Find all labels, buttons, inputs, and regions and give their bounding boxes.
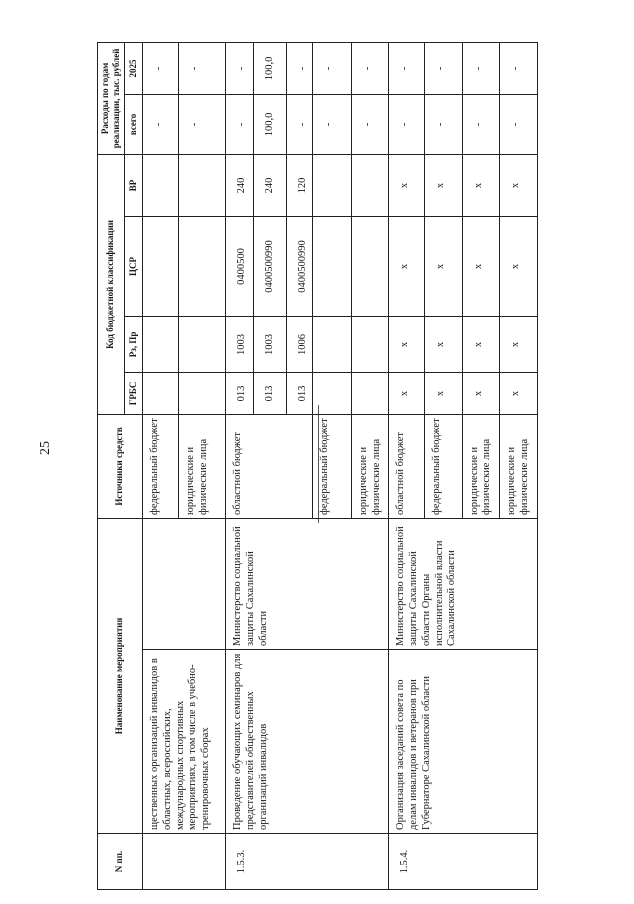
cell-2025: - xyxy=(179,42,226,94)
cell-grbs: х xyxy=(462,372,499,414)
cell-grbs xyxy=(352,372,389,414)
table-row xyxy=(226,42,253,889)
table-row xyxy=(142,42,178,889)
header-source: Источники средств xyxy=(98,414,143,518)
cell-total: - xyxy=(499,94,537,154)
cell-vr xyxy=(352,154,389,216)
cell-total: - xyxy=(142,94,178,154)
cell-grbs: х xyxy=(425,372,462,414)
cell-executor xyxy=(142,518,225,649)
cell-executor: Министерство социальной защиты Сахалинской области Органы исполнительной власти Сахалинской области xyxy=(389,518,538,649)
cell-rzpr: х xyxy=(425,316,462,372)
cell-total: - xyxy=(425,94,462,154)
cell-rzpr: х xyxy=(499,316,537,372)
cell-num: 1.5.3. xyxy=(226,834,389,890)
cell-num xyxy=(142,834,225,890)
cell-total: - xyxy=(179,94,226,154)
budget-table xyxy=(97,42,538,890)
cell-total: - xyxy=(462,94,499,154)
cell-vr xyxy=(142,154,178,216)
cell-2025: - xyxy=(142,42,178,94)
cell-source: федеральный бюджет xyxy=(312,414,351,518)
cell-activity-name: щественных организаций инвалидов в областных, всероссийских, международных спортивных мероприятиях, в том числе в учебно-тренировочных сборах xyxy=(142,650,225,834)
cell-executor: Министерство социальной защиты Сахалинской области xyxy=(226,518,389,649)
cell-vr: х xyxy=(462,154,499,216)
cell-source: областной бюджет xyxy=(226,414,312,518)
cell-rzpr: 1003 xyxy=(253,316,286,372)
cell-num: 1.5.4. xyxy=(389,834,538,890)
cell-2025: - xyxy=(462,42,499,94)
cell-total: 100,0 xyxy=(253,94,286,154)
cell-vr: х xyxy=(499,154,537,216)
cell-activity-name: Организация заседаний совета по делам инвалидов и ветеранов при Губернаторе Сахалинской области xyxy=(389,650,538,834)
cell-source: федеральный бюджет xyxy=(142,414,178,518)
rotated-table-wrapper xyxy=(97,43,538,890)
cell-csr xyxy=(312,216,351,316)
header-expenses-group: Расходы по годам реализации, тыс. рублей xyxy=(98,42,125,154)
cell-grbs xyxy=(142,372,178,414)
cell-vr xyxy=(312,154,351,216)
cell-rzpr: 1003 xyxy=(226,316,253,372)
cell-total: - xyxy=(312,94,351,154)
cell-activity-name: Проведение обучающих семинаров для представителей общественных организаций инвалидов xyxy=(226,650,389,834)
cell-csr xyxy=(179,216,226,316)
cell-total: - xyxy=(286,94,312,154)
cell-vr: 240 xyxy=(253,154,286,216)
cell-vr xyxy=(179,154,226,216)
cell-vr: х xyxy=(425,154,462,216)
cell-vr: 240 xyxy=(226,154,253,216)
table-row xyxy=(389,42,425,889)
cell-total: - xyxy=(226,94,253,154)
header-num: N пп. xyxy=(98,834,143,890)
cell-csr: х xyxy=(389,216,425,316)
header-2025: 2025 xyxy=(124,42,142,94)
cell-rzpr xyxy=(142,316,178,372)
cell-2025: - xyxy=(312,42,351,94)
header-grbs: ГРБС xyxy=(124,372,142,414)
page-number: 25 xyxy=(38,441,53,455)
cell-source: юридические и физические лица xyxy=(462,414,499,518)
cell-csr xyxy=(352,216,389,316)
cell-total: - xyxy=(352,94,389,154)
cell-2025: - xyxy=(226,42,253,94)
cell-csr: 0400500 xyxy=(226,216,253,316)
cell-source: юридические и физические лица xyxy=(499,414,537,518)
cell-csr xyxy=(142,216,178,316)
cell-grbs xyxy=(179,372,226,414)
cell-2025: - xyxy=(352,42,389,94)
cell-2025: 100,0 xyxy=(253,42,286,94)
header-total: всего xyxy=(124,94,142,154)
cell-2025: - xyxy=(425,42,462,94)
header-rzpr: Рз, Пр xyxy=(124,316,142,372)
cell-rzpr: х xyxy=(389,316,425,372)
cell-source: областной бюджет xyxy=(389,414,425,518)
cell-csr: х xyxy=(499,216,537,316)
cell-grbs: 013 xyxy=(286,372,312,414)
cell-source: юридические и физические лица xyxy=(179,414,226,518)
header-name: Наименование мероприятия xyxy=(98,518,143,833)
cell-2025: - xyxy=(389,42,425,94)
cell-grbs: х xyxy=(499,372,537,414)
header-code-group: Код бюджетной классификации xyxy=(98,154,125,414)
cell-grbs: 013 xyxy=(226,372,253,414)
cell-rzpr xyxy=(179,316,226,372)
cell-rzpr: 1006 xyxy=(286,316,312,372)
cell-2025: - xyxy=(499,42,537,94)
cell-grbs: 013 xyxy=(253,372,286,414)
cell-csr: х xyxy=(425,216,462,316)
cell-rzpr xyxy=(312,316,351,372)
budget-table-sheet xyxy=(97,43,538,890)
cell-rzpr: х xyxy=(462,316,499,372)
cell-grbs xyxy=(312,372,351,414)
cell-grbs: х xyxy=(389,372,425,414)
cell-csr: 0400500990 xyxy=(286,216,312,316)
cell-csr: 0400500990 xyxy=(253,216,286,316)
cell-rzpr xyxy=(352,316,389,372)
cell-vr: х xyxy=(389,154,425,216)
cell-csr: х xyxy=(462,216,499,316)
cell-total: - xyxy=(389,94,425,154)
cell-2025: - xyxy=(286,42,312,94)
cell-source: юридические и физические лица xyxy=(352,414,389,518)
cell-vr: 120 xyxy=(286,154,312,216)
header-vr: ВР xyxy=(124,154,142,216)
cell-source: федеральный бюджет xyxy=(425,414,462,518)
header-csr: ЦСР xyxy=(124,216,142,316)
